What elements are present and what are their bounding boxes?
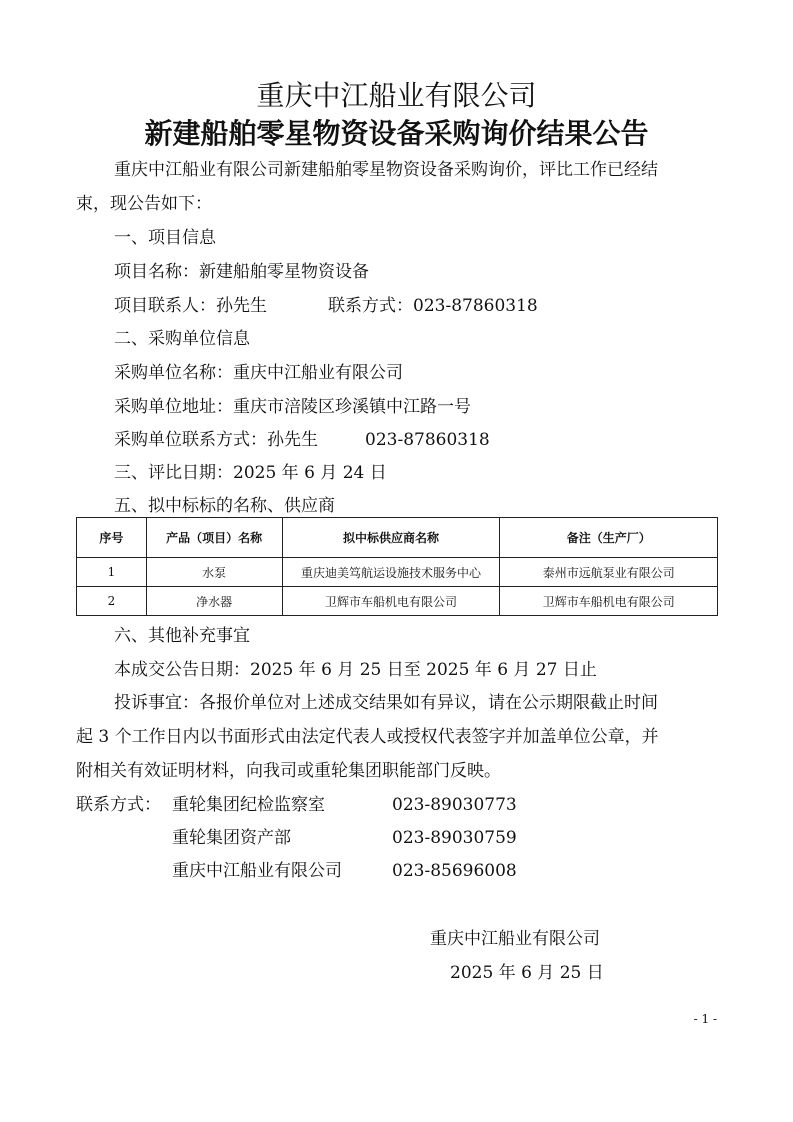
signature-company: 重庆中江船业有限公司 xyxy=(430,929,600,949)
buyer-name: 采购单位名称：重庆中江船业有限公司 xyxy=(114,363,403,383)
section-heading-buyer-info: 二、采购单位信息 xyxy=(114,329,250,349)
section-heading-project-info: 一、项目信息 xyxy=(114,228,216,248)
cell-supplier: 卫辉市车船机电有限公司 xyxy=(282,587,500,616)
cell-remark: 泰州市远航泵业有限公司 xyxy=(500,558,718,587)
intro-paragraph-line-1: 重庆中江船业有限公司新建船舶零星物资设备采购询价，评比工作已经结 xyxy=(114,160,658,180)
award-table xyxy=(76,517,718,616)
buyer-address: 采购单位地址：重庆市涪陵区珍溪镇中江路一号 xyxy=(114,397,471,417)
header-product: 产品（项目）名称 xyxy=(146,518,282,558)
table-header-row xyxy=(77,518,718,558)
contact-name: 重轮集团纪检监察室 xyxy=(172,795,325,815)
project-name: 项目名称：新建船舶零星物资设备 xyxy=(114,262,369,282)
page-number: - 1 - xyxy=(693,1012,717,1026)
complaint-line-2: 起 3 个工作日内以书面形式由法定代表人或授权代表签字并加盖单位公章，并 xyxy=(76,727,659,747)
cell-supplier: 重庆迪美笃航运设施技术服务中心 xyxy=(282,558,500,587)
cell-serial: 1 xyxy=(77,558,147,587)
signature-date: 2025 年 6 月 25 日 xyxy=(450,963,604,983)
announcement-title: 新建船舶零星物资设备采购询价结果公告 xyxy=(144,117,649,150)
contact-name: 重庆中江船业有限公司 xyxy=(172,861,342,881)
contact-phone: 023-89030759 xyxy=(392,828,517,848)
contact-phone: 023-85696008 xyxy=(392,861,517,881)
intro-paragraph-line-2: 束，现公告如下： xyxy=(76,194,212,214)
section-heading-other: 六、其他补充事宜 xyxy=(114,626,250,646)
cell-serial: 2 xyxy=(77,587,147,616)
notice-date: 本成交公告日期：2025 年 6 月 25 日至 2025 年 6 月 27 日止 xyxy=(114,660,597,680)
project-phone: 联系方式：023-87860318 xyxy=(328,296,538,316)
buyer-phone: 023-87860318 xyxy=(365,430,490,450)
header-remark: 备注（生产厂） xyxy=(500,518,718,558)
cell-remark: 卫辉市车船机电有限公司 xyxy=(500,587,718,616)
contact-name: 重轮集团资产部 xyxy=(172,828,291,848)
buyer-contact: 采购单位联系方式：孙先生 xyxy=(114,430,318,450)
table-row xyxy=(77,587,718,616)
section-heading-award: 五、拟中标标的名称、供应商 xyxy=(114,496,335,516)
contacts-label: 联系方式： xyxy=(76,795,161,815)
header-supplier: 拟中标供应商名称 xyxy=(282,518,500,558)
section-heading-evaluation-date: 三、评比日期：2025 年 6 月 24 日 xyxy=(114,463,387,483)
project-contact: 项目联系人：孙先生 xyxy=(114,296,267,316)
cell-product: 水泵 xyxy=(146,558,282,587)
complaint-line-3: 附相关有效证明材料，向我司或重轮集团职能部门反映。 xyxy=(76,761,501,781)
complaint-line-1: 投诉事宜：各报价单位对上述成交结果如有异议，请在公示期限截止时间 xyxy=(114,693,658,713)
header-serial: 序号 xyxy=(77,518,147,558)
cell-product: 净水器 xyxy=(146,587,282,616)
company-title: 重庆中江船业有限公司 xyxy=(256,79,537,112)
contact-phone: 023-89030773 xyxy=(392,795,517,815)
table-row xyxy=(77,558,718,587)
